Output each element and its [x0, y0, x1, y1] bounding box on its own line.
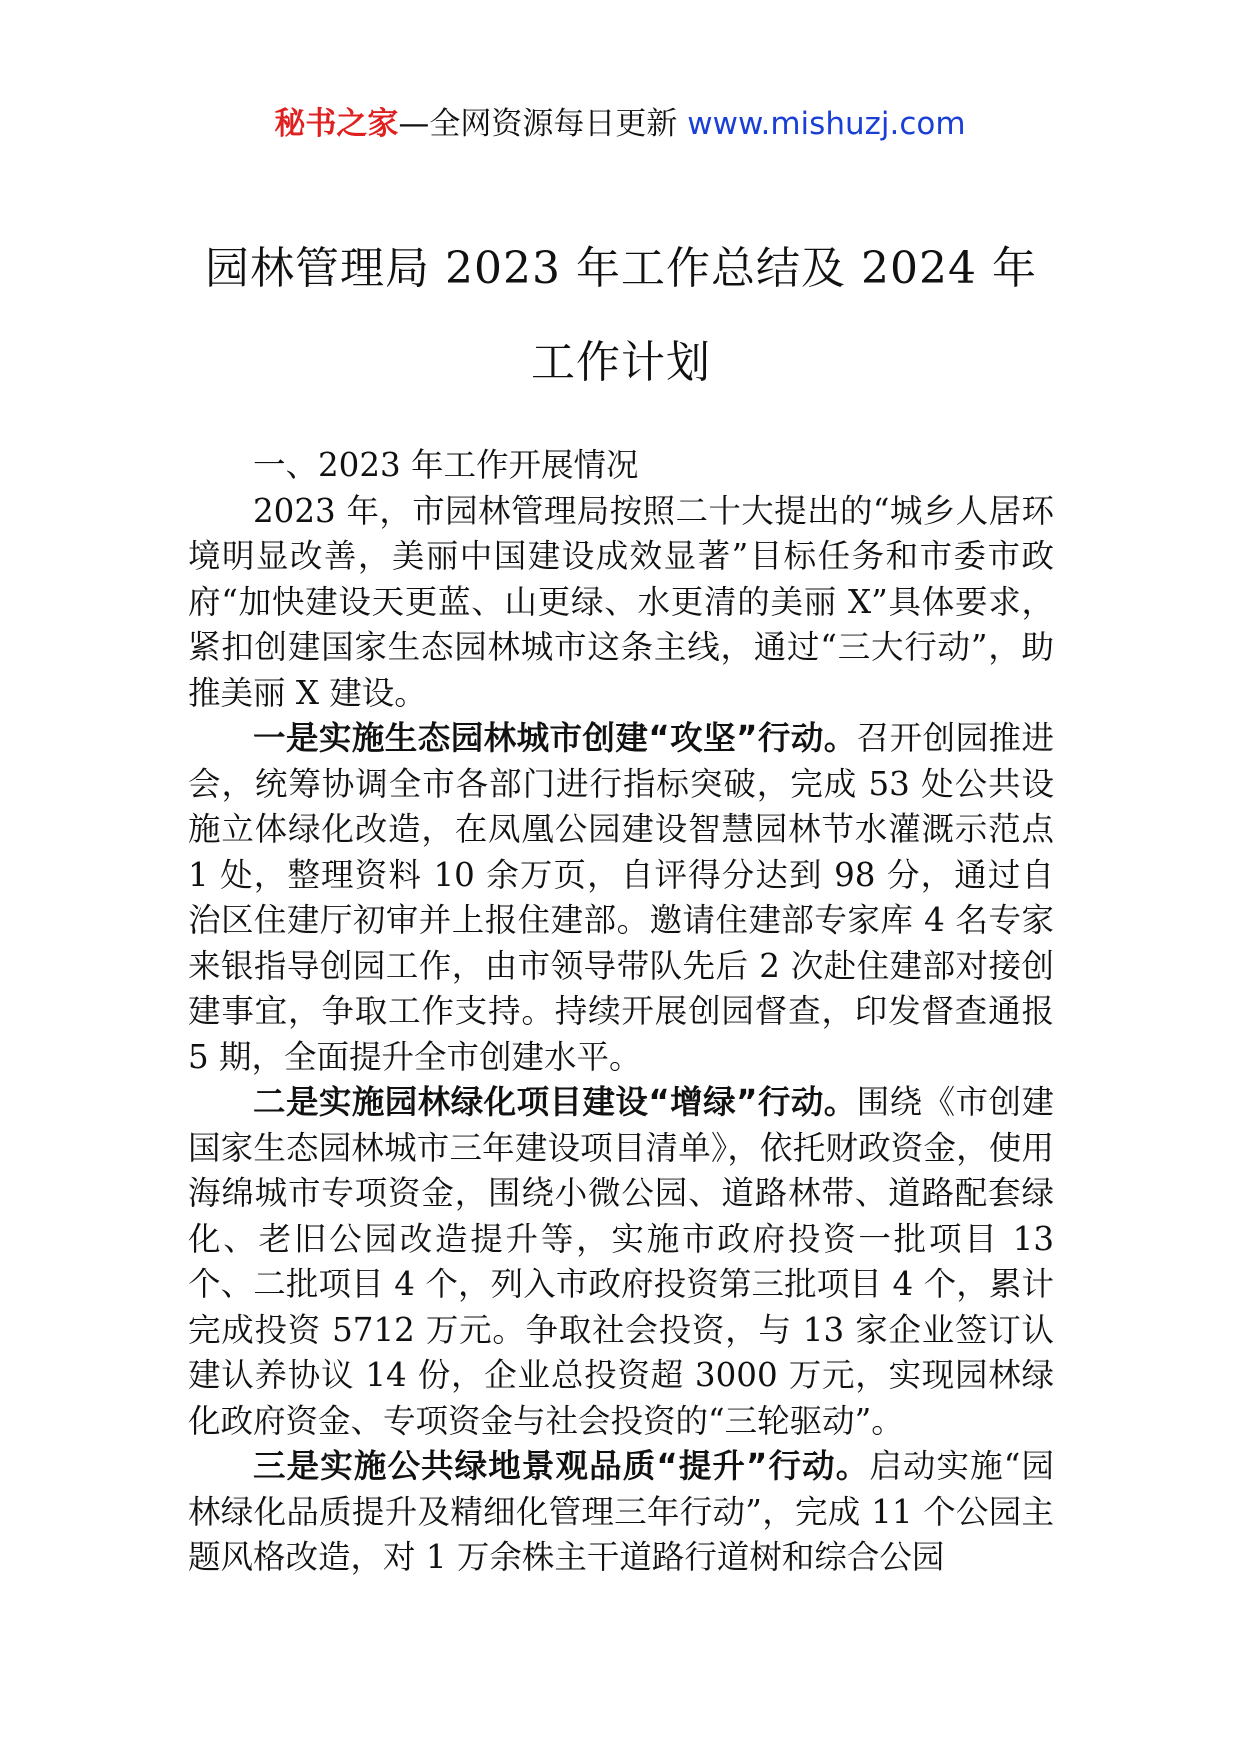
document-body	[188, 443, 1054, 1581]
header-brand: 秘书之家	[274, 106, 399, 142]
header-url[interactable]: www.mishuzj.com	[687, 106, 966, 142]
item-paragraph-3	[188, 1444, 1054, 1581]
item-text-2: 围绕《市创建国家生态园林城市三年建设项目清单》，依托财政资金，使用海绵城市专项资金，围绕小微公园、道路林带、道路配套绿化、老旧公园改造提升等，实施市政府投资一批项目 13 个、二批项目 4 个，列入市政府投资第三批项目 4 个，累计完成投资 5712 万元。争取社会投资，与 13 家企业签订认建认养协议 14 份，企业总投资超 3000 万元，实现园林绿化政府资金、专项资金与社会投资的“三轮驱动”。	[188, 1083, 1054, 1440]
item-lead-1: 一是实施生态园林城市创建“攻坚”行动。	[253, 719, 857, 757]
item-lead-3: 三是实施公共绿地景观品质“提升”行动。	[253, 1447, 870, 1485]
item-paragraph-2	[188, 1080, 1054, 1444]
item-text-1: 召开创园推进会，统筹协调全市各部门进行指标突破，完成 53 处公共设施立体绿化改造，在凤凰公园建设智慧园林节水灌溉示范点 1 处，整理资料 10 余万页，自评得分达到 98 分，通过自治区住建厅初审并上报住建部。邀请住建部专家库 4 名专家来银指导创园工作，由市领导带队先后 2 次赴住建部对接创建事宜，争取工作支持。持续开展创园督查，印发督查通报 5 期，全面提升全市创建水平。	[188, 719, 1054, 1076]
section-heading: 一、2023 年工作开展情况	[253, 446, 639, 484]
intro-paragraph: 2023 年，市园林管理局按照二十大提出的“城乡人居环境明显改善，美丽中国建设成效显著”目标任务和市委市政府“加快建设天更蓝、山更绿、水更清的美丽 X”具体要求，紧扣创建国家生态园林城市这条主线，通过“三大行动”，助推美丽 X 建设。	[188, 491, 1054, 712]
item-paragraph-1	[188, 716, 1054, 1080]
watermark-header	[0, 102, 1240, 146]
item-lead-2: 二是实施园林绿化项目建设“增绿”行动。	[253, 1083, 857, 1121]
header-tagline: —全网资源每日更新	[398, 106, 688, 142]
item-text-3: 启动实施“园林绿化品质提升及精细化管理三年行动”，完成 11 个公园主题风格改造，对 1 万余株主干道路行道树和综合公园	[188, 1447, 1054, 1576]
document-title: 园林管理局 2023 年工作总结及 2024 年工作计划	[205, 243, 1037, 388]
